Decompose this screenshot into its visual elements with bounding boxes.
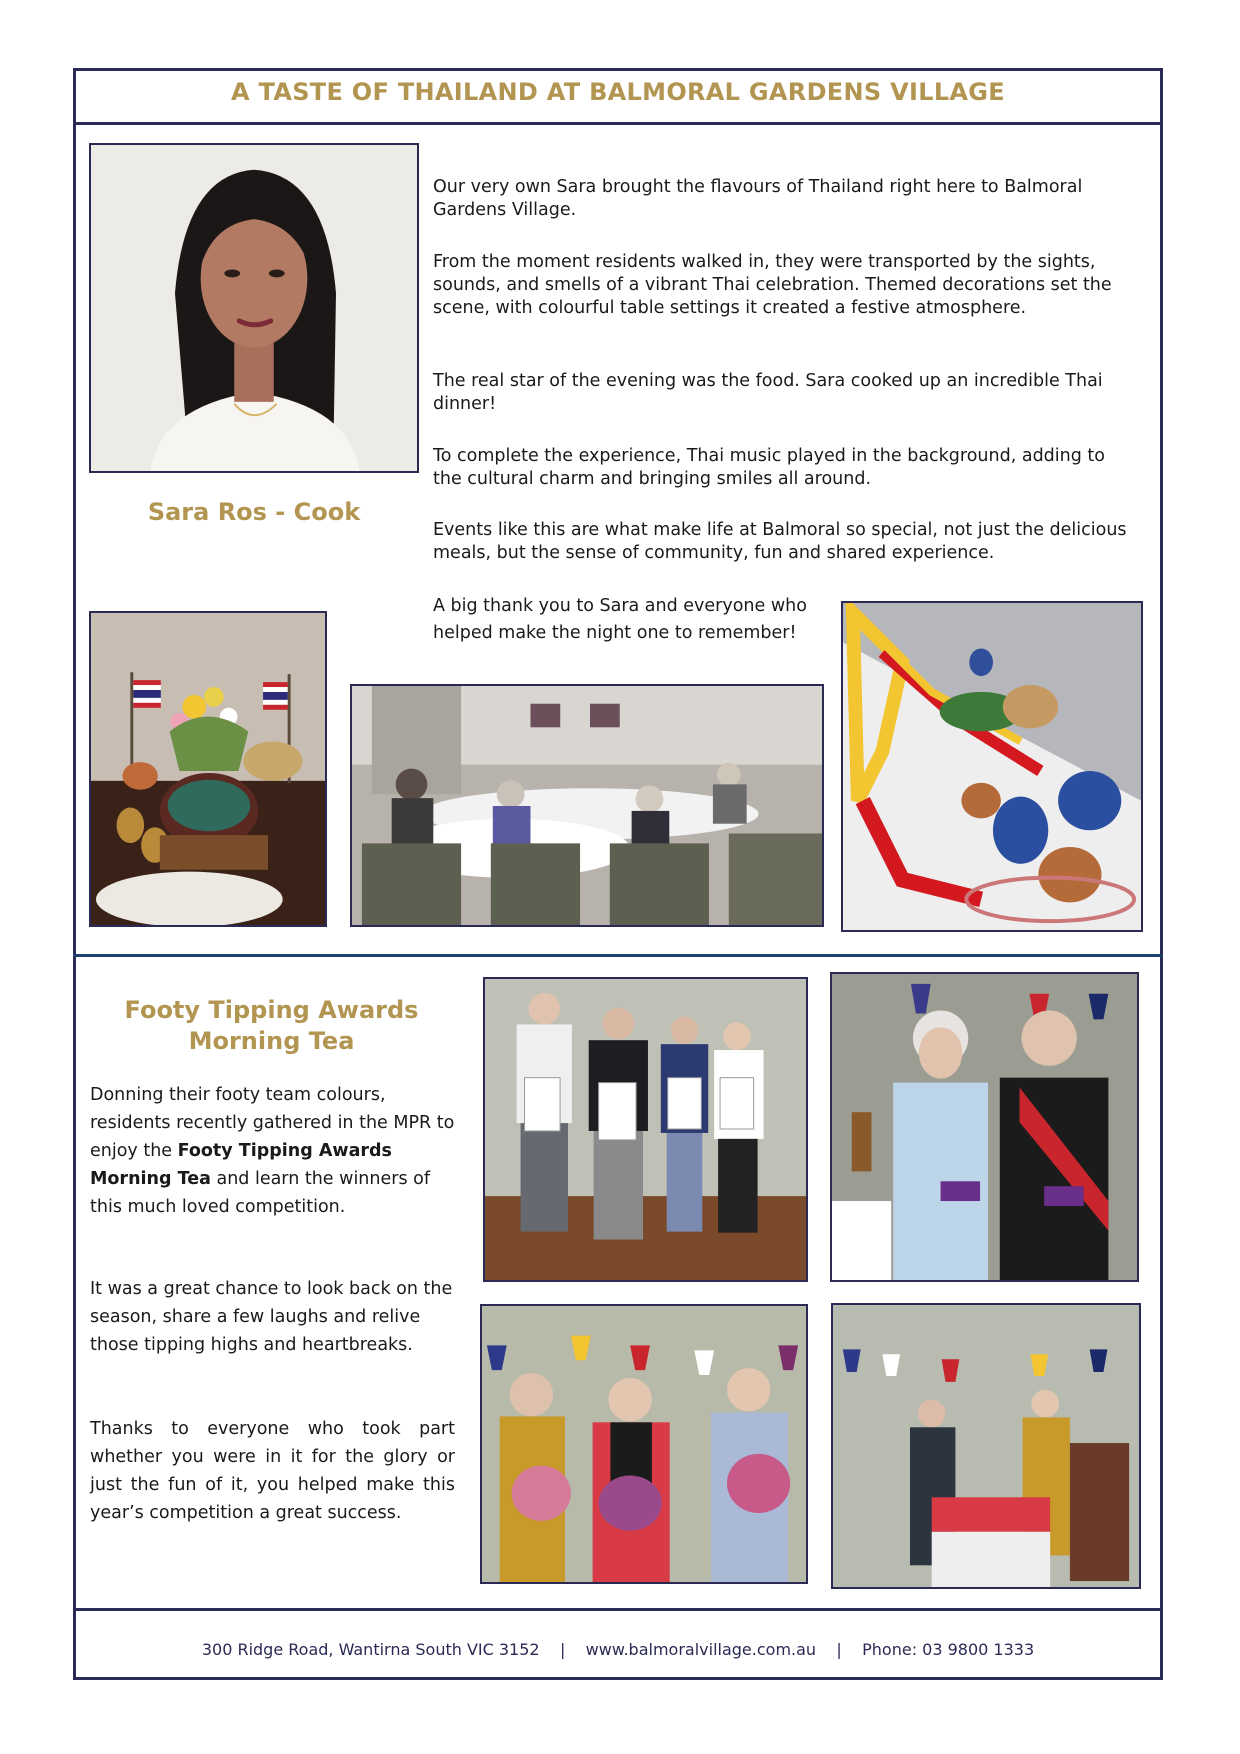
footy-paragraph-1-intro: Donning their footy team colours, residents recently gathered in the MPR to enjoy the [90, 1085, 455, 1161]
footy-paragraph-3: Thanks to everyone who took part whether you were in it for the glory or just the fun of it, you helped make this year’s competition a great success. [90, 1419, 455, 1523]
footy-heading [89, 995, 454, 1057]
portrait-caption: Sara Ros - Cook [147, 498, 361, 526]
thai-paragraph-1: Our very own Sara brought the flavours of Thailand right here to Balmoral Gardens Village. [433, 177, 1083, 220]
thai-paragraph-4: To complete the experience, Thai music played in the background, adding to the cultural charm and bringing smiles all around. [433, 446, 1105, 489]
footer-address: 300 Ridge Road, Wantirna South VIC 3152 [201, 1640, 540, 1659]
buffet-table-photo [841, 601, 1143, 932]
section-divider [73, 954, 1163, 957]
footer-separator-1: | [559, 1640, 566, 1659]
footer-divider [73, 1608, 1163, 1611]
thai-paragraph-3: The real star of the evening was the food. Sara cooked up an incredible Thai dinner! [433, 371, 1103, 414]
footy-event-name: Footy Tipping Awards Morning Tea [90, 1141, 392, 1189]
thai-paragraph-2: From the moment residents walked in, they were transported by the sights, sounds, and smells of a vibrant Thai celebration. Themed decorations set the scene, with colourful table settings it created a festive atmosphere. [433, 252, 1112, 318]
footy-paragraph-2: It was a great chance to look back on the season, share a few laughs and relive those tipping highs and heartbreaks. [90, 1279, 453, 1355]
dining-room-photo [350, 684, 824, 927]
handshake-photo [831, 1303, 1141, 1589]
flowers-photo [480, 1304, 808, 1584]
certificates-photo [483, 977, 808, 1282]
thai-decor-photo [89, 611, 327, 927]
footer-website-link[interactable]: www.balmoralvillage.com.au [585, 1640, 817, 1659]
footy-heading-line-2: Morning Tea [188, 1027, 355, 1055]
portrait-photo [89, 143, 419, 473]
footy-paragraph-1 [90, 1081, 455, 1221]
trophy-photo [830, 972, 1139, 1282]
thai-paragraph-6: A big thank you to Sara and everyone who helped make the night one to remember! [433, 596, 807, 643]
footer-phone: Phone: 03 9800 1333 [862, 1640, 1035, 1659]
footy-paragraph-1-outro: and learn the winners of this much loved competition. [90, 1169, 430, 1217]
header-divider [73, 122, 1163, 125]
footy-heading-line-1: Footy Tipping Awards [124, 996, 419, 1024]
thai-paragraph-5: Events like this are what make life at Balmoral so special, not just the delicious meals, but the sense of community, fun and shared experience. [433, 520, 1127, 563]
page-title: A TASTE OF THAILAND AT BALMORAL GARDENS VILLAGE [230, 78, 1005, 106]
footer [76, 1640, 1160, 1659]
footer-separator-2: | [836, 1640, 842, 1659]
